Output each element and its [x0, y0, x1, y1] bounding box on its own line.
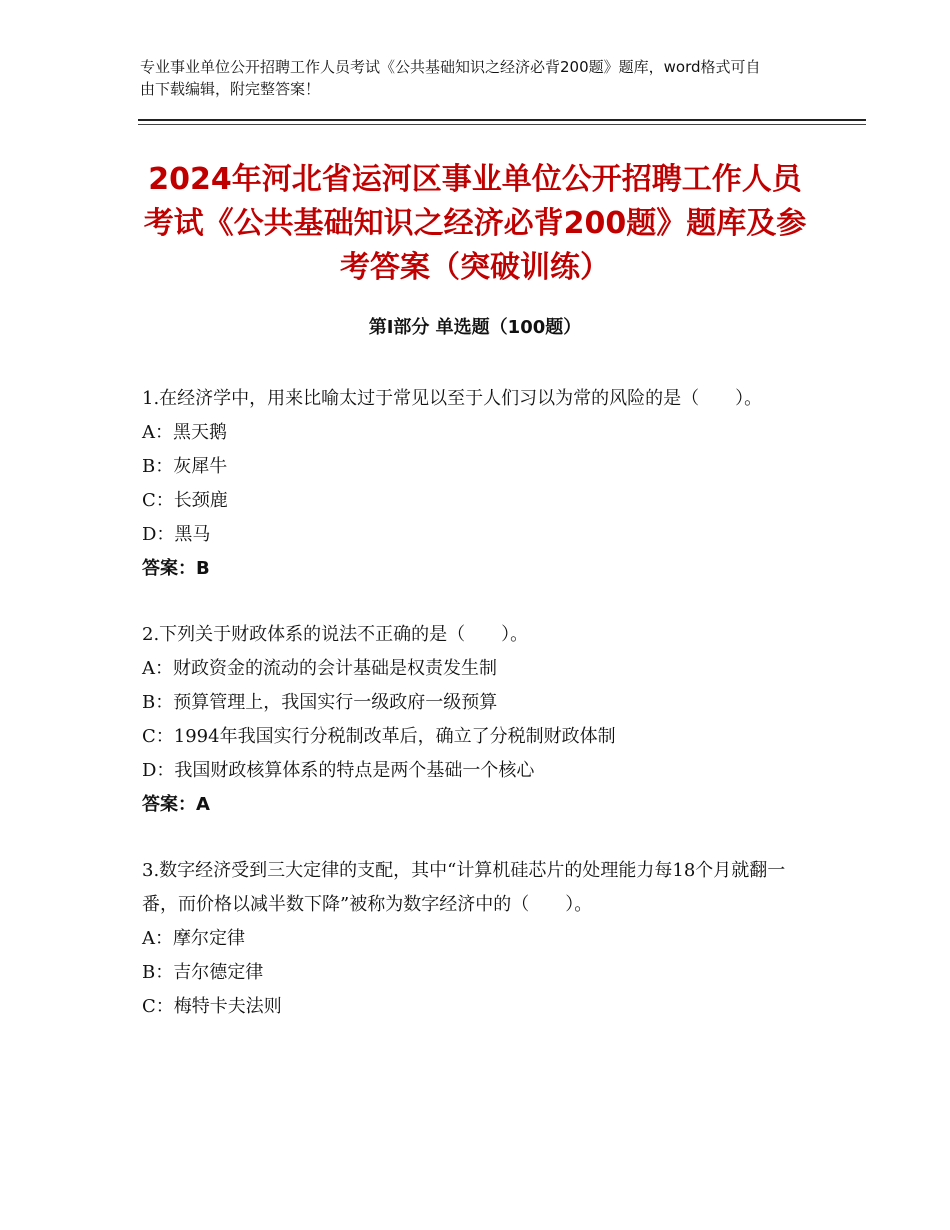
option-a: A：财政资金的流动的会计基础是权责发生制: [142, 658, 497, 679]
document-title: 2024年河北省运河区事业单位公开招聘工作人员考试《公共基础知识之经济必背200题》题库及参考答案（突破训练）: [143, 162, 807, 285]
option-d: D：黑马: [142, 524, 211, 545]
question-list: [142, 382, 802, 1056]
answer-line: 答案：B: [142, 558, 210, 579]
option-a: A：摩尔定律: [142, 928, 245, 949]
header-rule-thick: [138, 119, 866, 121]
option-b: B：灰犀牛: [142, 456, 228, 477]
question-stem: 1.在经济学中，用来比喻太过于常见以至于人们习以为常的风险的是（ ）。: [142, 388, 763, 409]
option-d: D：我国财政核算体系的特点是两个基础一个核心: [142, 760, 535, 781]
question-3: [142, 854, 802, 1024]
answer-line: 答案：A: [142, 794, 210, 815]
option-c: C：长颈鹿: [142, 490, 228, 511]
option-c: C：1994年我国实行分税制改革后，确立了分税制财政体制: [142, 726, 616, 747]
option-a: A：黑天鹅: [142, 422, 227, 443]
option-c: C：梅特卡夫法则: [142, 996, 282, 1017]
question-1: [142, 382, 802, 586]
question-2: [142, 618, 802, 822]
section-heading: 第Ⅰ部分 单选题（100题）: [368, 317, 582, 338]
option-b: B：预算管理上，我国实行一级政府一级预算: [142, 692, 498, 713]
question-stem: 3.数字经济受到三大定律的支配，其中“计算机硅芯片的处理能力每18个月就翻一番，而价格以减半数下降”被称为数字经济中的（ ）。: [142, 860, 786, 915]
header-note: 专业事业单位公开招聘工作人员考试《公共基础知识之经济必背200题》题库，word格式可自由下载编辑，附完整答案！: [140, 58, 761, 98]
header-rule-thin: [138, 124, 866, 125]
option-b: B：吉尔德定律: [142, 962, 264, 983]
question-stem: 2.下列关于财政体系的说法不正确的是（ ）。: [142, 624, 529, 645]
